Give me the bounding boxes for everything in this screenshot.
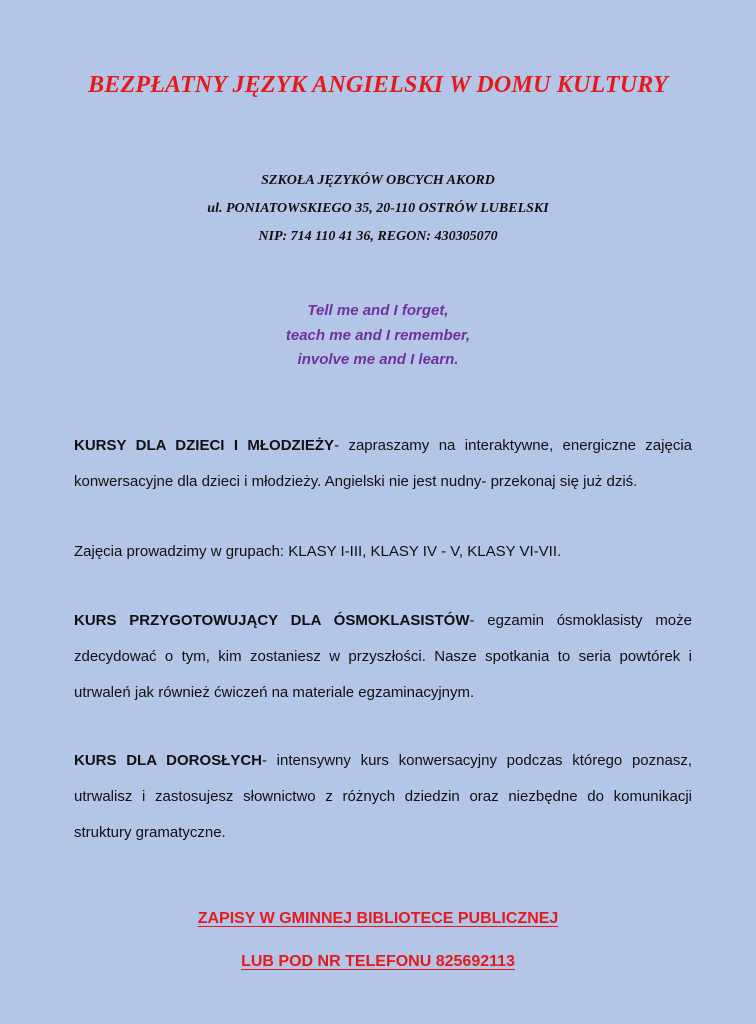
- quote-line-2: teach me and I remember,: [285, 326, 471, 344]
- quote-line-3: involve me and I learn.: [297, 351, 459, 368]
- course-eighth-grade-heading: KURS PRZYGOTOWUJĄCY DLA ÓSMOKLASISTÓW: [74, 612, 470, 629]
- signup-line-2: [0, 953, 756, 971]
- school-address: ul. PONIATOWSKIEGO 35, 20-110 OSTRÓW LUBELSKI: [207, 201, 549, 216]
- school-info: [0, 167, 756, 251]
- course-kids-groups: Zajęcia prowadzimy w grupach: KLASY I-III, KLASY IV - V, KLASY VI-VII.: [74, 543, 562, 560]
- school-name: SZKOŁA JĘZYKÓW OBCYCH AKORD: [261, 173, 495, 188]
- course-eighth-grade-text: - egzamin ósmoklasisty może zdecydować o tym, kim zostaniesz w przyszłości. Nasze spotkania to seria powtórek i utrwaleń jak również ćwiczeń na materiale egzaminacyjnym.: [74, 612, 692, 701]
- course-kids-text: - zapraszamy na interaktywne, energiczne zajęcia konwersacyjne dla dzieci i młodzieży. Angielski nie jest nudny- przekonaj się już dziś.: [74, 437, 692, 490]
- course-adults-text: - intensywny kurs konwersacyjny podczas którego poznasz, utrwalisz i zastosujesz słownictwo z różnych dziedzin oraz niezbędne do komunikacji struktury gramatyczne.: [74, 752, 692, 841]
- course-adults-heading: KURS DLA DOROSŁYCH: [74, 752, 262, 769]
- quote-line-1: Tell me and I forget,: [307, 302, 449, 319]
- signup-text-2: LUB POD NR TELEFONU 825692113: [241, 953, 515, 970]
- signup-line-1: [0, 910, 756, 928]
- course-adults: [74, 743, 692, 851]
- signup-text-1: ZAPISY W GMINNEJ BIBLIOTECE PUBLICZNEJ: [197, 910, 559, 927]
- school-ids: NIP: 714 110 41 36, REGON: 430305070: [258, 229, 498, 244]
- course-eighth-grade: [74, 603, 692, 711]
- page-title: BEZPŁATNY JĘZYK ANGIELSKI W DOMU KULTURY: [88, 72, 668, 98]
- course-kids: [74, 428, 692, 500]
- course-kids-heading: KURSY DLA DZIECI I MŁODZIEŻY: [74, 437, 335, 454]
- quote: [0, 299, 756, 373]
